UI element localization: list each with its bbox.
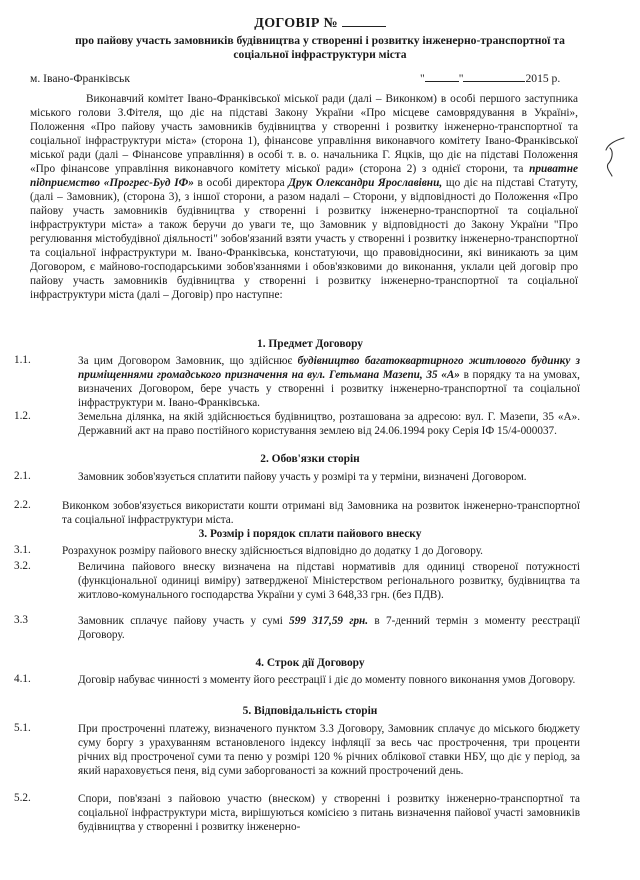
document-title: [0, 14, 640, 32]
preamble-part-2: в особі директора: [193, 177, 289, 189]
preamble: [30, 92, 578, 302]
item-text-5-1: При простроченні платежу, визначеного пунктом 3.3 Договору, Замовник сплачує до міського бюджету суму боргу з урахуванням встановленого індексу інфляції за весь час прострочення, три проценти річних від простроченої суми та пеню у розмірі 120 % річних облікової ставки НБУ, що діє у період, за який нараховується пеня, від суми заборгованості за кожний прострочений день.: [78, 723, 580, 777]
section-heading-3: 3. Розмір і порядок сплати пайового внеску: [198, 528, 422, 540]
contract-number-blank: [342, 14, 386, 27]
item-number-5-2: 5.2.: [14, 792, 31, 804]
document-subtitle: про пайову участь замовників будівництва у створенні і розвитку інженерно-транспортної та соціальної інфраструктури міста: [75, 34, 565, 61]
item-text-3-1: Розрахунок розміру пайового внеску здійснюється відповідно до додатку 1 до Договору.: [62, 545, 483, 557]
payment-amount: 599 317,59 грн.: [289, 615, 369, 627]
item-text-1-1: [78, 354, 580, 410]
item-number-4-1: 4.1.: [14, 673, 31, 685]
date-quote-open: ": [420, 72, 425, 85]
date-quote-close: ": [458, 72, 464, 85]
date-month-blank: [463, 81, 525, 82]
company-name: приватне підприємство «Прогрес-Буд ІФ»: [30, 163, 578, 189]
item-1-1-part-a: За цим Договором Замовник, що здійснює: [78, 355, 298, 367]
item-text-5-2: Спори, пов'язані з пайовою участю (внеском) у створенні і розвитку інженерно-транспортної та соціальної інфраструктури міста, вирішуються комісією з питань визначення пайової участі замовників будівництва у створенні і розвитку інженерно-: [78, 793, 580, 833]
director-name: Друк Олександри Ярославівни,: [288, 177, 443, 189]
item-number-3-1: 3.1.: [14, 544, 31, 556]
city: м. Івано-Франківськ: [30, 72, 130, 85]
date-line: [420, 72, 560, 85]
item-text-3-2: Величина пайового внеску визначена на підставі нормативів для одиниці створеної потужності (функціональної одиниці виміру) затвердженої Міністерством регіонального розвитку, будівництва та житлово-комунального господарства України у сумі 3 648,33 грн. (без ПДВ).: [78, 561, 580, 601]
margin-pen-mark: [596, 134, 630, 180]
date-day-blank: [425, 81, 459, 82]
item-text-2-1: Замовник зобов'язується сплатити пайову участь у розмірі та у терміни, визначені Договором.: [78, 471, 527, 483]
section-heading-2: 2. Обов'язки сторін: [260, 453, 360, 465]
item-number-2-1: 2.1.: [14, 470, 31, 482]
preamble-part-1: Виконавчий комітет Івано-Франківської міської ради (далі – Виконком) в особі першого заступника міського голови З.Фітеля, що діє на підставі Закону України «Про місцеве самоврядування в Україні», Положення «Про пайову участь замовників будівництва у створенні і розвитку інженерно-транспортної та соціальної інфраструктури міста» (сторона 1), фінансове управління виконавчого комітету Івано-Франківської міської ради (далі – Фінансове управління) в особі т. в. о. начальника Г. Яцків, що діє на підставі Положення «Про фінансове управління виконавчого комітету міської ради» (сторона 2) з однієї сторони, та: [30, 93, 578, 175]
item-3-3-part-a: Замовник сплачує пайову участь у сумі: [78, 615, 290, 627]
item-number-5-1: 5.1.: [14, 722, 31, 734]
section-heading-4: 4. Строк дії Договору: [255, 657, 365, 669]
section-heading-1: 1. Предмет Договору: [257, 338, 363, 350]
item-number-1-1: 1.1.: [14, 354, 31, 366]
item-number-1-2: 1.2.: [14, 410, 31, 422]
item-number-3-3: 3.3: [14, 614, 28, 626]
title-text: ДОГОВІР №: [254, 16, 338, 31]
construction-object: будівництво багатоквартирного житлового будинку з приміщеннями громадського призначення на вул. Гетьмана Мазепи, 35 «А»: [78, 355, 580, 381]
item-text-1-2: Земельна ділянка, на якій здійснюється будівництво, розташована за адресою: вул. Г. Мазепи, 35 «А». Державний акт на право постійного користування землею від 24.06.1994 року Серія ІФ 15/4-000037.: [78, 411, 580, 437]
date-year: 2015 р.: [525, 72, 561, 85]
item-text-2-2: Виконком зобов'язується використати кошти отримані від Замовника на розвиток інженерно-транспортної та соціальної інфраструктури міста.: [62, 500, 580, 526]
preamble-part-3: що діє на підставі Статуту, (далі – Замовник), (сторона 3), з іншої сторони, а разом надалі – Сторони, у відповідності до Положення «Про пайову участь замовників будівництва у створенні і розвитку інженерно-транспортної та соціальної інфраструктури міста» а також беручи до уваги те, що Замовник у відповідності до Закону України "Про регулювання містобудівної діяльності" зобов'язаний взяти участь у створенні і розвитку інженерно-транспортної та соціальної інфраструктури м. Івано-Франківська, констатуючи, що правовідносини, які виникають за цим Договором, є майново-господарськими зобов'язаннями і обов'язковими до виконання, уклали цей договір про пайову участь замовників будівництва у створенні і розвитку інженерно-транспортної та соціальної інфраструктури міста (далі – Договір) про наступне:: [30, 177, 578, 301]
item-number-2-2: 2.2.: [14, 499, 31, 511]
item-3-3-part-c: в 7-денний термін з моменту реєстрації Договору.: [78, 615, 580, 641]
item-text-4-1: Договір набуває чинності з моменту його реєстрації і діє до моменту повного виконання умов Договору.: [78, 674, 576, 686]
item-number-3-2: 3.2.: [14, 560, 31, 572]
item-text-3-3: [78, 614, 580, 642]
item-1-1-part-c: в порядку та на умовах, визначених Договором, бере участь у створенні і розвитку інженерно-транспортної та соціальної інфраструктури м. Івано-Франківська.: [78, 369, 580, 409]
section-heading-5: 5. Відповідальність сторін: [242, 705, 378, 717]
